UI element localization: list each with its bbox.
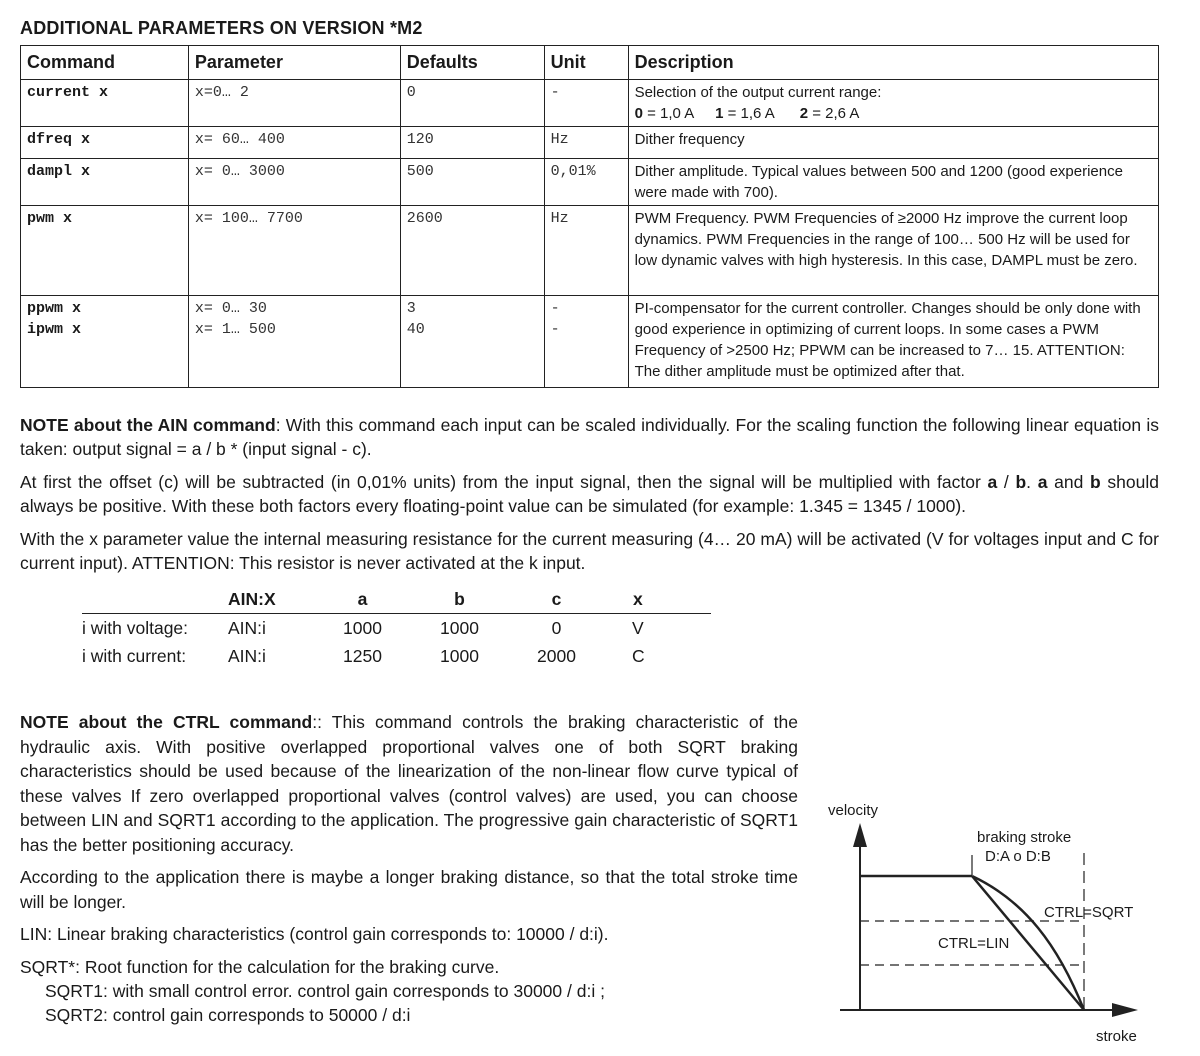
ain-col-header: b [411, 586, 508, 614]
ctrl-note-title: NOTE about the CTRL command [20, 712, 313, 732]
range-key: 1 [715, 105, 724, 122]
factor-b: b [1015, 472, 1027, 492]
ain-note-paragraph [20, 413, 1159, 461]
cell-unit: 0,01% [544, 159, 628, 206]
table-row [82, 614, 711, 643]
ctrl-sqrt2-paragraph: SQRT2: control gain corresponds to 50000 / d:i [45, 1005, 411, 1025]
lin-curve-label: CTRL=LIN [938, 935, 1010, 952]
ain-note-title: NOTE about the AIN command [20, 415, 276, 435]
cell-default: 500 [400, 159, 544, 206]
braking-stroke-sub-label: D:A o D:B [985, 848, 1051, 865]
ctrl-note-text: :: This command controls the braking characteristic of the hydraulic axis. With positive overlapped proportional valves one of both SQRT braking characteristics should be used because of the linearization of the non-linear flow curve typical of these valves If zero overlapped proportional valves (control valves) are used, you can choose between LIN and SQRT1 according to the application. The progressive gain characteristic of SQRT1 has the better positioning accuracy. [20, 712, 798, 855]
default-ipwm: 40 [406, 321, 425, 338]
col-header-unit: Unit [544, 46, 628, 80]
ain-cell: 2000 [537, 645, 576, 666]
ain-note-text: : With this command each input can be scaled individually. For the scaling function the following linear equation is taken: output signal = a / b * (input signal - c). [20, 415, 1159, 459]
braking-characteristic-diagram [820, 795, 1160, 1050]
ain-cell: C [632, 645, 645, 666]
cell-parameter: x= 60… 400 [188, 127, 400, 159]
factor-a: a [987, 472, 998, 492]
ctrl-note-paragraph [20, 710, 798, 857]
cell-parameter [188, 296, 400, 388]
section-heading: ADDITIONAL PARAMETERS ON VERSION *M2 [20, 18, 423, 38]
cell-default: 120 [400, 127, 544, 159]
ain-cell: AIN:i [228, 645, 266, 666]
ain-offset-text: . [1026, 472, 1038, 492]
cell-description: PI-compensator for the current controller. Changes should be only done with good experience in optimizing of current loops. In some cases a PWM Frequency of >2500 Hz; PPWM can be increased to 7… 15. ATTENTION: The dither amplitude must be optimized after that. [628, 296, 1158, 388]
ain-cell: 0 [551, 617, 562, 638]
cell-description: Dither frequency [628, 127, 1158, 159]
y-axis-label: velocity [828, 802, 879, 819]
unit-ppwm: - [550, 300, 560, 317]
table-row [21, 206, 1159, 296]
ain-row-label: i with current: [82, 645, 187, 666]
ctrl-sqrt1-paragraph: SQRT1: with small control error. control gain corresponds to 30000 / d:i ; [45, 981, 605, 1001]
table-row [82, 642, 711, 670]
ain-cell: 1250 [343, 645, 382, 666]
factor-a: a [1037, 472, 1048, 492]
cell-description [628, 80, 1158, 127]
ctrl-lin-paragraph: LIN: Linear braking characteristics (control gain corresponds to: 10000 / d:i). [20, 924, 609, 944]
table-row [21, 159, 1159, 206]
description-text: Selection of the output current range: [634, 84, 882, 101]
command-ipwm: ipwm x [27, 321, 82, 338]
parameters-table [20, 45, 1159, 388]
col-header-command: Command [21, 46, 189, 80]
braking-stroke-label: braking stroke [977, 829, 1072, 846]
command-ppwm: ppwm x [27, 300, 82, 317]
cell-default [400, 296, 544, 388]
ain-row-label: i with voltage: [82, 617, 189, 638]
table-row [21, 127, 1159, 159]
x-axis-arrow-icon [1112, 1003, 1138, 1017]
current-range-options [635, 103, 1152, 124]
cell-unit [544, 296, 628, 388]
ain-offset-paragraph [20, 470, 1159, 518]
cell-command: dfreq x [21, 127, 189, 159]
sqrt-curve-label: CTRL=SQRT [1044, 904, 1134, 921]
cell-unit: Hz [544, 127, 628, 159]
ain-offset-text: At first the offset (c) will be subtracted (in 0,01% units) from the input signal, then the signal will be multiplied with factor [20, 472, 988, 492]
range-value: = 1,0 A [642, 105, 695, 122]
ain-offset-text: and [1047, 472, 1091, 492]
cell-command: dampl x [21, 159, 189, 206]
parameter-ipwm: x= 1… 500 [194, 321, 276, 338]
ain-col-header: AIN:X [228, 586, 314, 614]
cell-unit: Hz [544, 206, 628, 296]
range-key: 0 [634, 105, 643, 122]
col-header-defaults: Defaults [400, 46, 544, 80]
cell-parameter: x= 100… 7700 [188, 206, 400, 296]
cell-parameter: x=0… 2 [188, 80, 400, 127]
ain-col-header: x [605, 586, 711, 614]
ain-cell: 1000 [440, 645, 479, 666]
cell-description: Dither amplitude. Typical values between 500 and 1200 (good experience were made with 700). [628, 159, 1158, 206]
ctrl-braking-paragraph: According to the application there is maybe a longer braking distance, so that the total stroke time will be longer. [20, 867, 798, 912]
x-axis-label: stroke [1096, 1028, 1137, 1045]
range-value: = 1,6 A [723, 105, 775, 122]
parameter-ppwm: x= 0… 30 [194, 300, 267, 317]
cell-default: 2600 [400, 206, 544, 296]
cell-command: pwm x [21, 206, 189, 296]
ain-cell: 1000 [343, 617, 382, 638]
ctrl-sqrt-paragraph: SQRT*: Root function for the calculation for the braking curve. [20, 957, 500, 977]
table-header-row [21, 46, 1159, 80]
table-row [21, 296, 1159, 388]
col-header-description: Description [628, 46, 1158, 80]
ain-col-header: c [508, 586, 605, 614]
unit-ipwm: - [550, 321, 560, 338]
range-value: = 2,6 A [808, 105, 860, 122]
ain-col-header [82, 586, 228, 614]
cell-unit: - [544, 80, 628, 127]
ain-example-table [82, 586, 711, 670]
y-axis-arrow-icon [853, 823, 867, 847]
ain-cell: 1000 [440, 617, 479, 638]
ain-cell: AIN:i [228, 617, 266, 638]
ain-col-header: a [314, 586, 411, 614]
ain-resistance-paragraph: With the x parameter value the internal measuring resistance for the current measuring (4… 20 mA) will be activated (V for voltages input and C for current input). ATTENTION: This resistor is never activated at the k input. [20, 529, 1159, 573]
col-header-parameter: Parameter [188, 46, 400, 80]
ain-offset-text: should always be positive. With these both factors every floating-point value can be simulated (for example: 1.345 = 1345 / 1000). [20, 472, 1159, 516]
factor-slash: / [997, 472, 1016, 492]
factor-b: b [1090, 472, 1101, 492]
ain-header-row [82, 586, 711, 614]
cell-parameter: x= 0… 3000 [188, 159, 400, 206]
cell-default: 0 [400, 80, 544, 127]
ain-cell: V [632, 617, 644, 638]
cell-description: PWM Frequency. PWM Frequencies of ≥2000 Hz improve the current loop dynamics. PWM Frequencies in the range of 100… 500 Hz will be used for low dynamic valves with high hysteresis. In this case, DAMPL must be zero. [628, 206, 1158, 296]
default-ppwm: 3 [406, 300, 416, 317]
cell-command: current x [21, 80, 189, 127]
range-key: 2 [799, 105, 809, 122]
table-row [21, 80, 1159, 127]
cell-command [21, 296, 189, 388]
